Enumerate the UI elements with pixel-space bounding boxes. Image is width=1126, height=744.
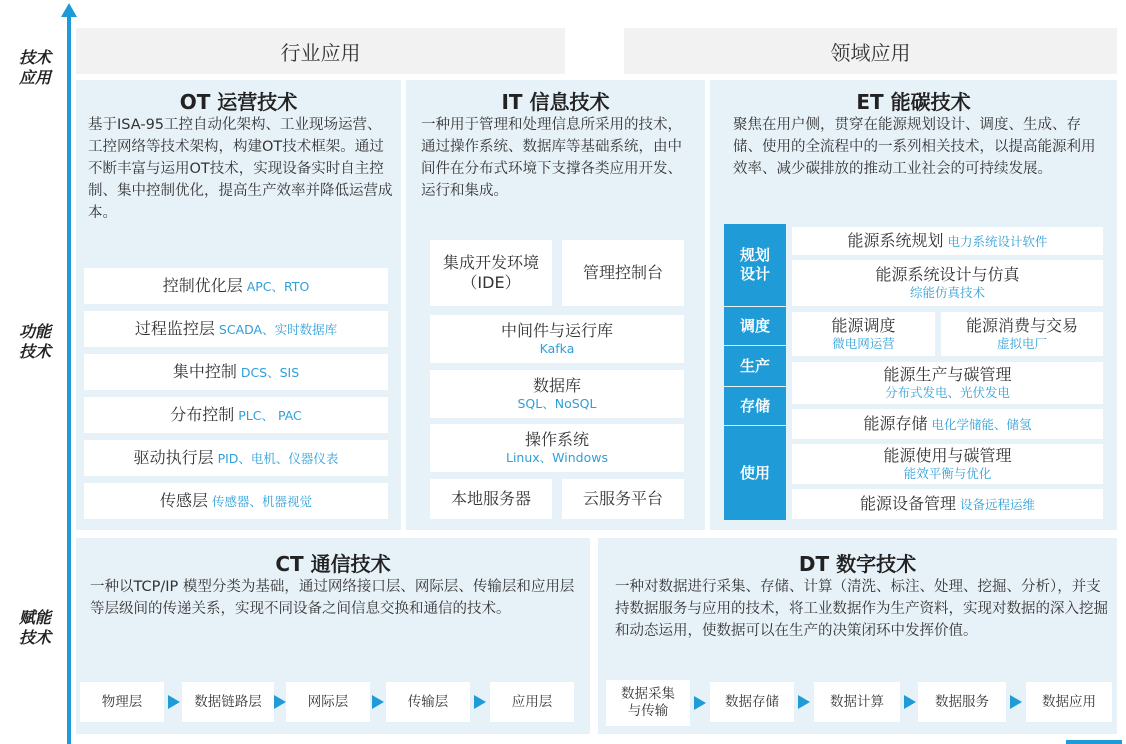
et-item-sub: 电化学储能、储氢 bbox=[931, 417, 1032, 432]
et-dispatch-box bbox=[792, 312, 935, 356]
ct-title: CT 通信技术 bbox=[275, 552, 391, 576]
arrow-right-icon bbox=[798, 695, 810, 709]
arrow-right-icon bbox=[372, 695, 384, 709]
arrow-right-icon bbox=[168, 695, 180, 709]
et-item-sub: 虚拟电厂 bbox=[996, 336, 1047, 351]
it-os-box bbox=[430, 424, 684, 472]
ot-description: 基于ISA-95工控自动化架构、工业现场运营、工控网络等技术架构，构建OT技术框架。通过不断丰富与运用OT技术，实现设备实时自主控制、集中控制优化，提高生产效率并降低运营成本。 bbox=[88, 117, 393, 221]
et-item-main: 能源存储 bbox=[863, 414, 928, 433]
ot-layer-centralized-control bbox=[84, 354, 388, 390]
et-stage-divider bbox=[724, 386, 786, 387]
et-item-sub: 综能仿真技术 bbox=[909, 285, 985, 300]
it-middleware-box bbox=[430, 315, 684, 363]
ct-flow-transport-layer: 传输层 bbox=[386, 682, 470, 722]
dt-flow-service: 数据服务 bbox=[918, 682, 1006, 722]
it-os-main: 操作系统 bbox=[524, 430, 589, 449]
ct-flow-internet-layer: 网际层 bbox=[286, 682, 370, 722]
ot-layer-sub: PID、电机、仪器仪表 bbox=[217, 451, 339, 466]
it-description: 一种用于管理和处理信息所采用的技术，通过操作系统、数据库等基础系统，由中间件在分布式环境下支撑各类应用开发、运行和集成。 bbox=[421, 117, 682, 199]
et-energy-storage-box bbox=[792, 409, 1103, 439]
et-description: 聚焦在用户侧，贯穿在能源规划设计、调度、生成、存储、使用的全流程中的一系列相关技术，以提高能源利用效率、减少碳排放的推动工业社会的可持续发展。 bbox=[733, 117, 1096, 177]
et-stage-storage: 存储 bbox=[724, 388, 786, 424]
it-middleware-sub: Kafka bbox=[539, 341, 575, 356]
et-item-sub: 微电网运营 bbox=[832, 336, 895, 351]
et-item-sub: 设备远程运维 bbox=[960, 497, 1036, 512]
it-os-sub: Linux、Windows bbox=[506, 450, 608, 465]
et-item-sub: 能效平衡与优化 bbox=[903, 466, 992, 481]
et-item-sub: 电力系统设计软件 bbox=[947, 234, 1048, 249]
ct-description: 一种以TCP/IP 模型分类为基础，通过网络接口层、网际层、传输层和应用层等层级间的传递关系，实现不同设备之间信息交换和通信的技术。 bbox=[90, 579, 575, 617]
dt-flow-storage: 数据存储 bbox=[710, 682, 794, 722]
corner-accent-bar bbox=[1066, 740, 1122, 744]
ct-flow-application-layer: 应用层 bbox=[490, 682, 574, 722]
et-item-main: 能源系统设计与仿真 bbox=[875, 265, 1020, 284]
axis-label-functional-tech: 功能 技术 bbox=[18, 322, 51, 361]
et-equipment-management-box bbox=[792, 489, 1103, 519]
ct-flow-datalink-layer: 数据链路层 bbox=[182, 682, 274, 722]
ot-layer-main: 过程监控层 bbox=[134, 319, 215, 338]
ot-layer-process-monitoring bbox=[84, 311, 388, 347]
et-stage-divider bbox=[724, 306, 786, 307]
et-item-main: 能源使用与碳管理 bbox=[883, 446, 1012, 465]
vertical-axis-line bbox=[67, 12, 71, 744]
ot-layer-sub: PLC、 PAC bbox=[238, 408, 302, 423]
it-database-box bbox=[430, 370, 684, 418]
ot-layer-main: 控制优化层 bbox=[162, 276, 243, 295]
arrow-right-icon bbox=[274, 695, 286, 709]
et-stage-planning: 规划 设计 bbox=[724, 226, 786, 304]
header-industry-application: 行业应用 bbox=[76, 28, 565, 74]
ot-layer-sub: SCADA、实时数据库 bbox=[218, 322, 338, 337]
et-item-main: 能源调度 bbox=[831, 316, 896, 335]
ot-layer-sensing bbox=[84, 483, 388, 519]
ot-layer-drive-execution bbox=[84, 440, 388, 476]
et-item-main: 能源设备管理 bbox=[859, 494, 956, 513]
it-ide-box: 集成开发环境（IDE） bbox=[430, 240, 552, 306]
et-production-carbon-box bbox=[792, 362, 1103, 404]
arrow-right-icon bbox=[694, 696, 706, 710]
ot-title: OT 运营技术 bbox=[179, 90, 298, 114]
dt-flow-application: 数据应用 bbox=[1026, 682, 1112, 722]
axis-arrow-icon bbox=[61, 3, 77, 17]
et-item-main: 能源消费与交易 bbox=[965, 316, 1078, 335]
axis-label-enabling-tech: 赋能 技术 bbox=[18, 608, 51, 647]
dt-description: 一种对数据进行采集、存储、计算（清洗、标注、处理、挖掘、分析），并支持数据服务与应用的技术，将工业数据作为生产资料，实现对数据的深入挖掘和动态运用，使数据可以在生产的决策闭环中发挥价值。 bbox=[615, 579, 1108, 639]
it-database-main: 数据库 bbox=[532, 376, 581, 395]
arrow-right-icon bbox=[474, 695, 486, 709]
ct-flow-physical-layer: 物理层 bbox=[80, 682, 164, 722]
et-stage-usage: 使用 bbox=[724, 427, 786, 520]
it-local-server-box: 本地服务器 bbox=[430, 479, 552, 519]
ot-layer-main: 集中控制 bbox=[172, 362, 237, 381]
it-middleware-main: 中间件与运行库 bbox=[500, 321, 613, 340]
ot-layer-distributed-control bbox=[84, 397, 388, 433]
et-title: ET 能碳技术 bbox=[856, 90, 971, 114]
et-consumption-trade-box bbox=[941, 312, 1103, 356]
it-cloud-platform-box: 云服务平台 bbox=[562, 479, 684, 519]
dt-title: DT 数字技术 bbox=[798, 552, 917, 576]
ot-layer-sub: 传感器、机器视觉 bbox=[212, 494, 313, 509]
et-stage-divider bbox=[724, 425, 786, 426]
et-item-sub: 分布式发电、光伏发电 bbox=[884, 385, 1010, 400]
it-title: IT 信息技术 bbox=[501, 90, 610, 114]
arrow-right-icon bbox=[904, 695, 916, 709]
it-database-sub: SQL、NoSQL bbox=[517, 396, 597, 411]
arrow-right-icon bbox=[1010, 695, 1022, 709]
et-item-main: 能源生产与碳管理 bbox=[883, 365, 1012, 384]
ot-layer-sub: DCS、SIS bbox=[240, 365, 300, 380]
ot-layer-main: 传感层 bbox=[159, 491, 208, 510]
ot-layer-control-optimization bbox=[84, 268, 388, 304]
et-energy-planning-box bbox=[792, 227, 1103, 255]
et-stage-dispatch: 调度 bbox=[724, 308, 786, 344]
ot-layer-main: 分布控制 bbox=[170, 405, 235, 424]
axis-label-tech-application: 技术 应用 bbox=[18, 48, 51, 87]
dt-flow-collection: 数据采集 与传输 bbox=[606, 680, 690, 726]
et-design-simulation-box bbox=[792, 260, 1103, 306]
dt-flow-computing: 数据计算 bbox=[814, 682, 900, 722]
it-console-box: 管理控制台 bbox=[562, 240, 684, 306]
et-stage-production: 生产 bbox=[724, 347, 786, 385]
header-domain-application: 领域应用 bbox=[624, 28, 1117, 74]
et-usage-carbon-box bbox=[792, 444, 1103, 484]
et-item-main: 能源系统规划 bbox=[847, 231, 944, 250]
ot-layer-sub: APC、RTO bbox=[246, 279, 310, 294]
et-stage-divider bbox=[724, 345, 786, 346]
ot-layer-main: 驱动执行层 bbox=[133, 448, 214, 467]
